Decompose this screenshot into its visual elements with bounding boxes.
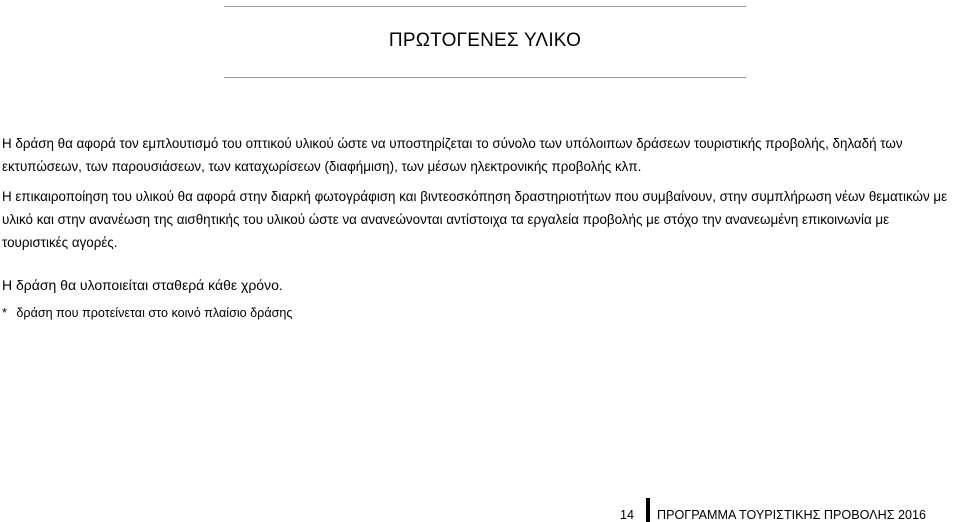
footnote-marker: *: [2, 306, 7, 320]
title-top-rule: [224, 6, 746, 7]
footnote: [2, 304, 292, 322]
footer-separator-bar: [646, 498, 650, 522]
page-title: ΠΡΩΤΟΓΕΝΕΣ ΥΛΙΚΟ: [388, 30, 582, 51]
footnote-text: δράση που προτείνεται στο κοινό πλαίσιο δράσης: [16, 306, 293, 320]
title-bottom-rule: [224, 77, 746, 78]
paragraph-implementation: Η δράση θα υλοποιείται σταθερά κάθε χρόνο.: [2, 277, 283, 293]
paragraph-action-description: Η δράση θα αφορά τον εμπλουτισμό του οπτικού υλικού ώστε να υποστηρίζεται το σύνολο των υπόλοιπων δράσεων τουριστικής προβολής, δηλαδή των εκτυπώσεων, των παρουσιάσεων, των καταχωρίσεων (διαφήμιση), των μέσων ηλεκτρονικής προβολής κλπ.: [2, 136, 903, 174]
page-footer: [620, 496, 926, 522]
footer-document-title: ΠΡΟΓΡΑΜΜΑ ΤΟΥΡΙΣΤΙΚΗΣ ΠΡΟΒΟΛΗΣ 2016: [656, 508, 926, 522]
page-number: 14: [619, 508, 634, 522]
paragraph-material-update: Η επικαιροποίηση του υλικού θα αφορά στην διαρκή φωτογράφιση και βιντεοσκόπηση δραστηριοτήτων που συμβαίνουν, στην συμπλήρωση νέων θεματικών με υλικό και στην ανανέωση της αισθητικής του υλικού ώστε να ανανεώνονται αντίστοιχα τα εργαλεία προβολής με στόχο την ανανεωμένη επικοινωνία με τουριστικές αγορές.: [2, 189, 948, 250]
